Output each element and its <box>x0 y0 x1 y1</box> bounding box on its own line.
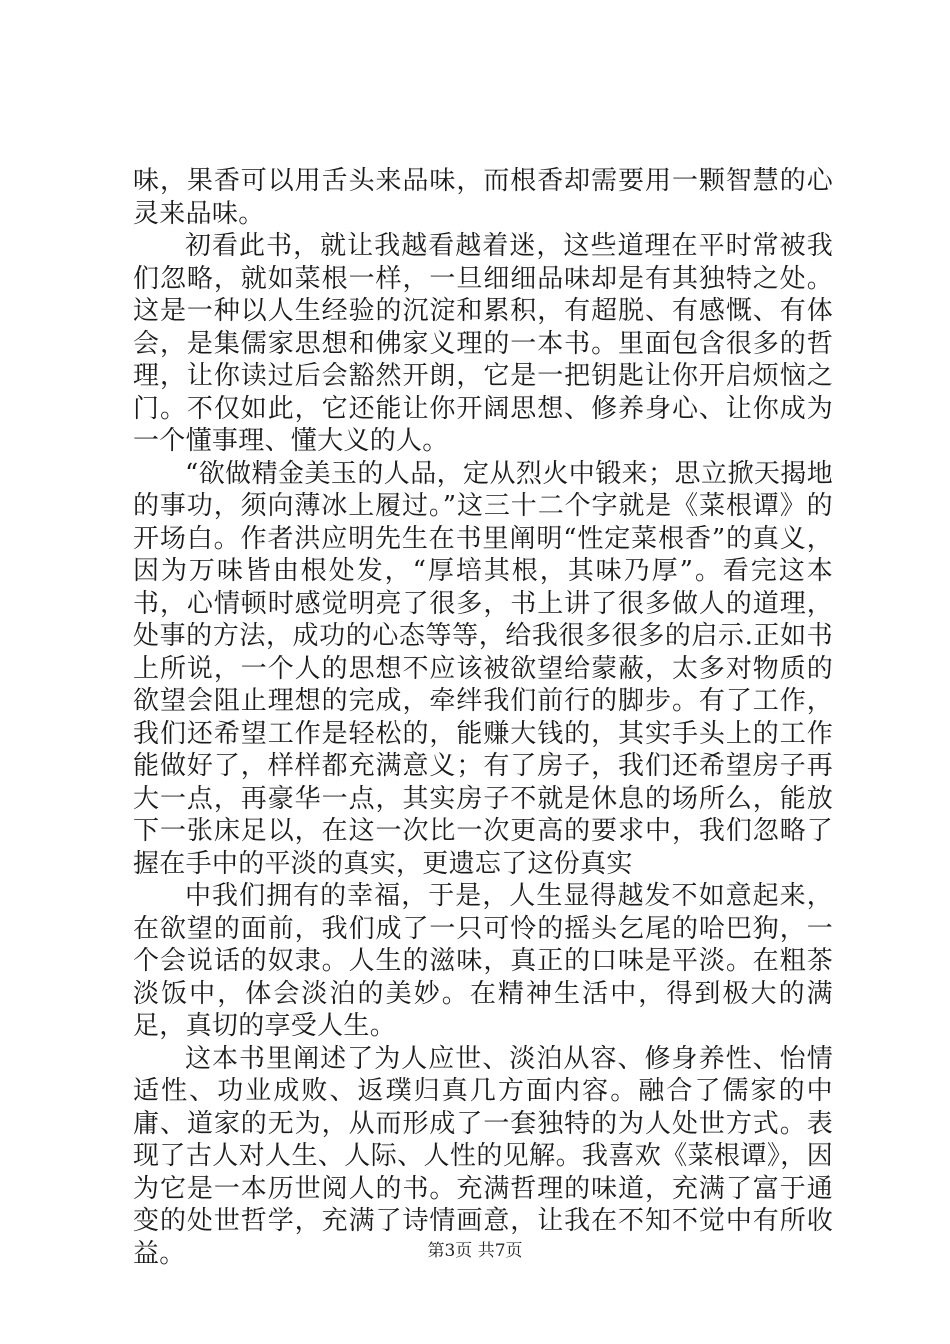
paragraph-happiness: 中我们拥有的幸福，于是，人生显得越发不如意起来，在欲望的面前，我们成了一只可怜的摇头乞尾的哈巴狗，一个会说话的奴隶。人生的滋味，真正的口味是平淡。在粗茶淡饭中，体会淡泊的美妙。在精神生活中，得到极大的满足，真切的享受人生。 <box>133 881 833 1041</box>
paragraph-continuation: 味，果香可以用舌头来品味，而根香却需要用一颗智慧的心灵来品味。 <box>133 166 833 229</box>
document-body <box>133 165 833 1270</box>
paragraph-opening-quote: “欲做精金美玉的人品，定从烈火中锻来；思立掀天揭地的事功，须向薄冰上履过。”这三十二个字就是《菜根谭》的开场白。作者洪应明先生在书里阐明“性定菜根香”的真义，因为万味皆由根处发，“厚培其根，其味乃厚”。看完这本书，心情顿时感觉明亮了很多，书上讲了很多做人的道理，处事的方法，成功的心态等等，给我很多很多的启示.正如书上所说，一个人的思想不应该被欲望给蒙蔽，太多对物质的欲望会阻止理想的完成，牵绊我们前行的脚步。有了工作，我们还希望工作是轻松的，能赚大钱的，其实手头上的工作能做好了，样样都充满意义；有了房子，我们还希望房子再大一点，再豪华一点，其实房子不就是休息的场所么，能放下一张床足以，在这一次比一次更高的要求中，我们忽略了握在手中的平淡的真实，更遗忘了这份真实 <box>133 458 833 879</box>
paragraph-summary: 这本书里阐述了为人应世、淡泊从容、修身养性、怡情适性、功业成败、返璞归真几方面内容。融合了儒家的中庸、道家的无为，从而形成了一套独特的为人处世方式。表现了古人对人生、人际、人性的见解。我喜欢《菜根谭》，因为它是一本历世阅人的书。充满哲理的味道，充满了富于通变的处世哲学，充满了诗情画意，让我在不知不觉中有所收益。 <box>133 1043 833 1269</box>
page-footer: 第3页 共7页 <box>427 1241 523 1261</box>
paragraph-first-impression: 初看此书，就让我越看越着迷，这些道理在平时常被我们忽略，就如菜根一样，一旦细细品味却是有其独特之处。这是一种以人生经验的沉淀和累积，有超脱、有感慨、有体会，是集儒家思想和佛家义理的一本书。里面包含很多的哲理，让你读过后会豁然开朗，它是一把钥匙让你开启烦恼之门。不仅如此，它还能让你开阔思想、修养身心、让你成为一个懂事理、懂大义的人。 <box>133 231 833 456</box>
